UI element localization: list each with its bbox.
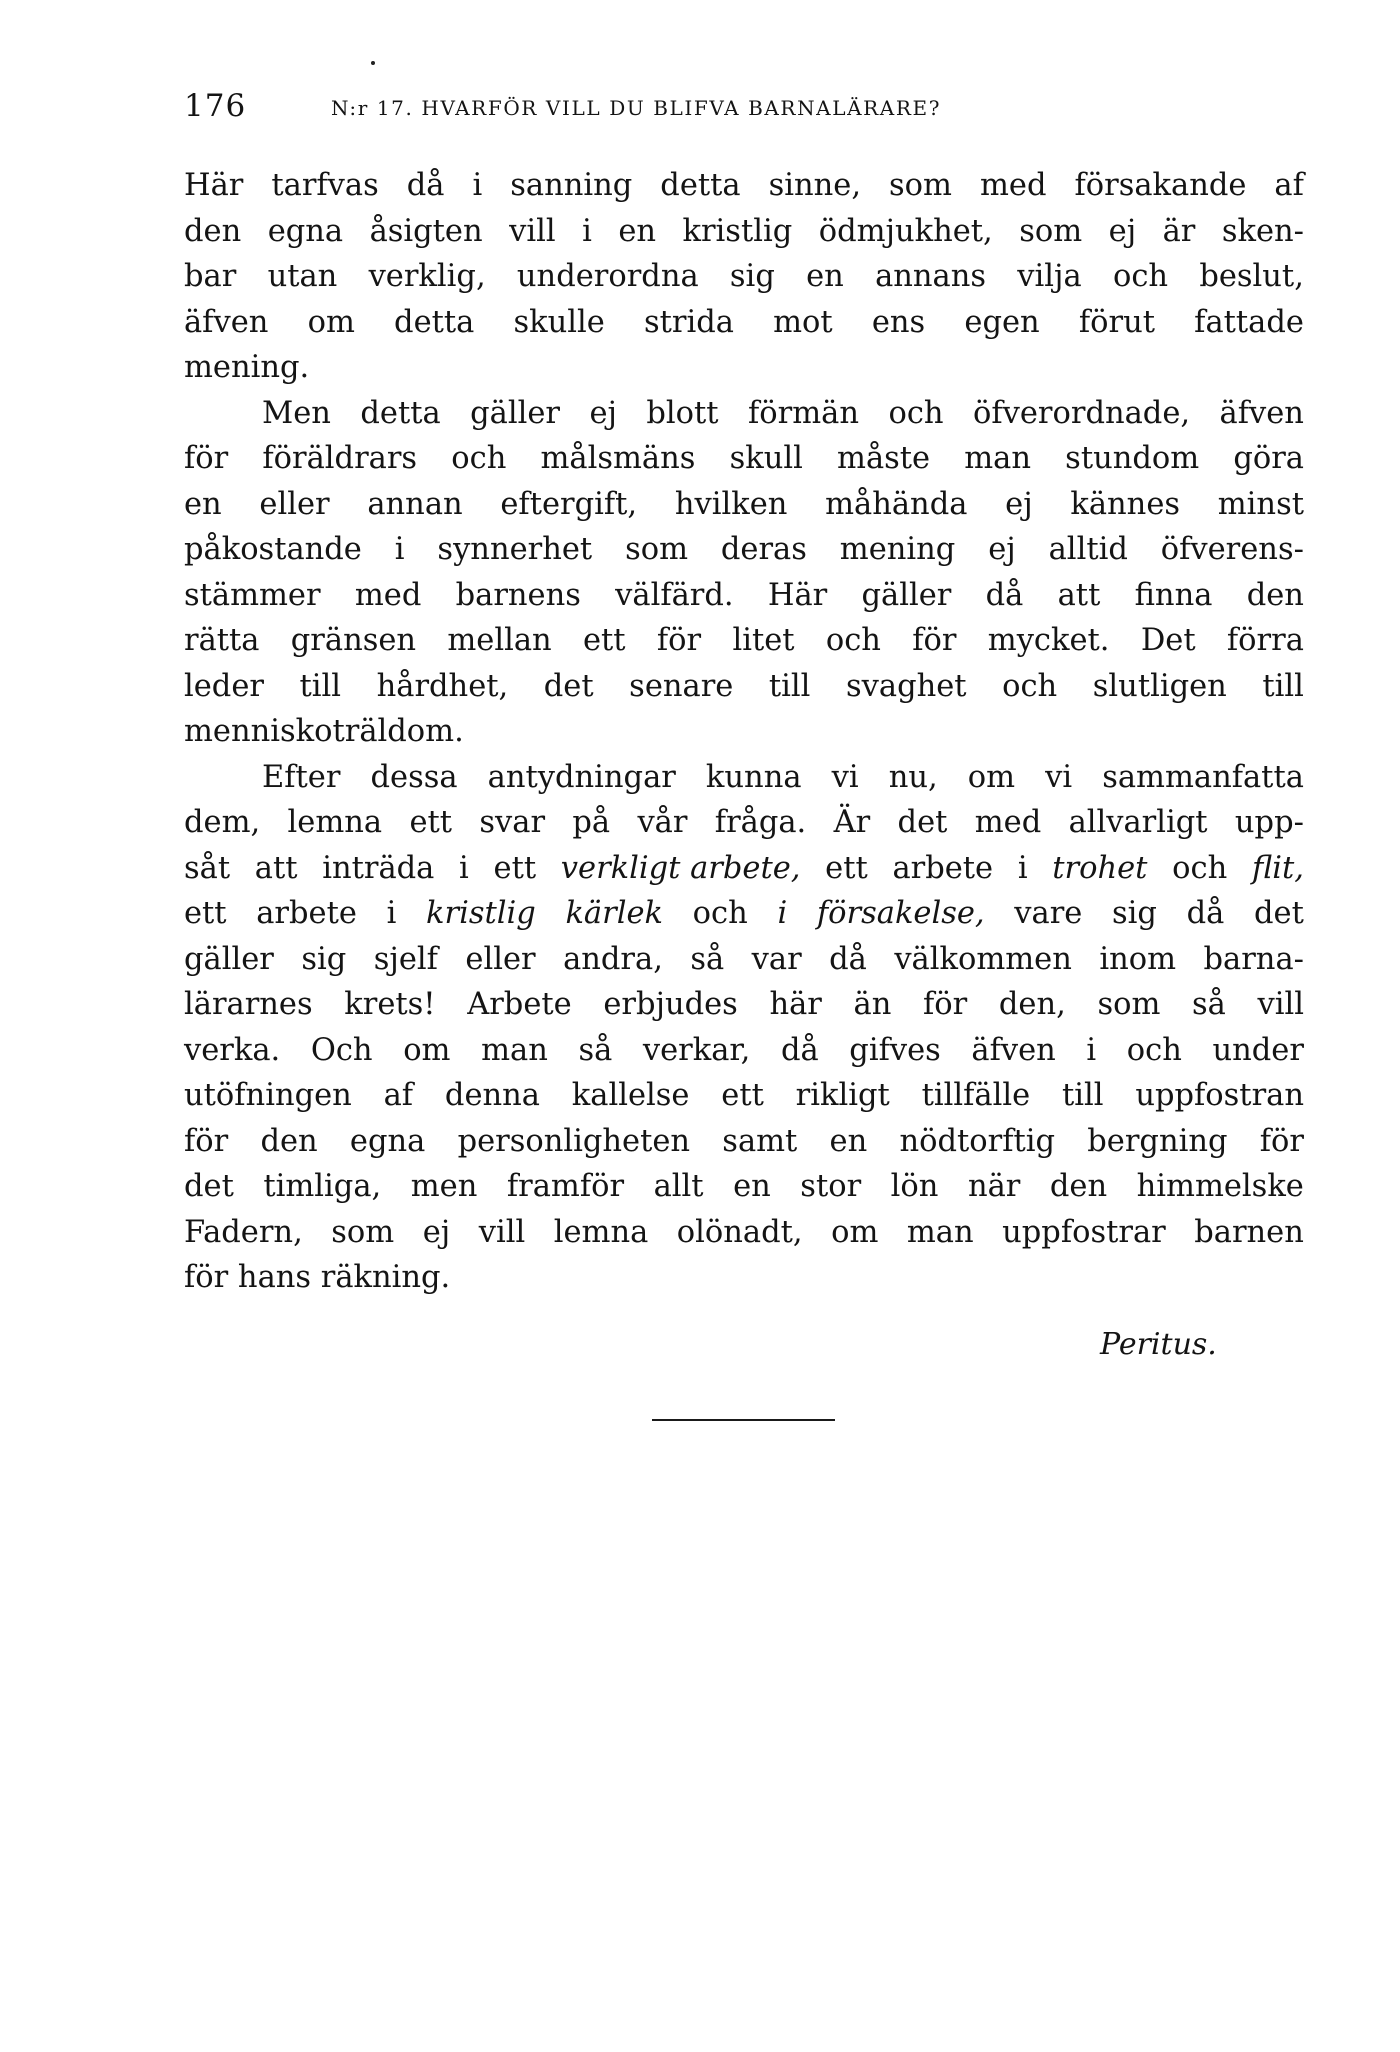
text-word: allvarligt xyxy=(1068,805,1208,840)
text-word: under xyxy=(1212,1032,1304,1068)
text-word: olönadt, xyxy=(676,1214,803,1250)
text-word: man xyxy=(481,1032,548,1068)
text-word: samt xyxy=(722,1123,798,1159)
text-word: ödmjukhet, xyxy=(818,213,993,249)
text-word: den xyxy=(1246,577,1304,613)
text-word: så xyxy=(578,1032,613,1068)
text-word: deras xyxy=(720,532,807,567)
text-word: flit, xyxy=(1251,850,1304,886)
text-word: ej xyxy=(988,532,1016,567)
text-word: i xyxy=(1086,1032,1097,1068)
text-word: måhända xyxy=(825,486,968,522)
text-word: då xyxy=(780,1032,819,1068)
text-word: ens xyxy=(871,304,926,340)
text-word: så xyxy=(690,941,725,977)
text-word: egna xyxy=(349,1123,426,1159)
text-word: skulle xyxy=(513,304,605,340)
text-word: gränsen xyxy=(290,623,417,658)
text-word: och xyxy=(1112,259,1169,294)
text-word: senare xyxy=(629,668,734,704)
text-line xyxy=(184,618,1304,664)
text-word: blott xyxy=(646,395,719,431)
text-word: åsigten xyxy=(369,213,483,249)
text-line xyxy=(184,209,1304,255)
text-word: så xyxy=(1192,987,1226,1022)
text-word: ej xyxy=(1108,213,1137,249)
text-word: lön xyxy=(890,1169,939,1204)
text-word: i xyxy=(582,213,592,249)
text-word: annans xyxy=(875,259,987,294)
text-word: synnerhet xyxy=(437,532,593,567)
text-word: i xyxy=(459,850,469,886)
text-word: för xyxy=(1259,1123,1304,1159)
text-word: utan xyxy=(267,259,338,294)
text-line xyxy=(184,573,1304,619)
running-title: N:r 17. HVARFÖR VILL DU BLIFVA BARNALÄRARE? xyxy=(331,96,942,120)
text-word: andra, xyxy=(563,941,663,977)
text-word: som xyxy=(1097,987,1161,1022)
text-word: och xyxy=(692,896,748,931)
text-word: personligheten xyxy=(457,1123,691,1159)
text-word: en xyxy=(829,1123,868,1159)
text-word: göra xyxy=(1233,441,1304,476)
text-word: här xyxy=(769,987,822,1022)
text-word: antydningar xyxy=(487,759,676,795)
text-word: Arbete xyxy=(467,987,572,1022)
text-word: stundom xyxy=(1065,441,1200,476)
text-word: ett xyxy=(825,850,868,886)
text-word: är xyxy=(1162,213,1196,249)
text-word: eller xyxy=(465,941,536,977)
text-word: i xyxy=(777,896,788,931)
text-word: mellan xyxy=(447,623,552,658)
text-line: menniskoträldom. xyxy=(184,714,464,749)
text-word: vill xyxy=(509,213,556,249)
text-word: det xyxy=(897,805,948,840)
text-word: verkligt arbete, xyxy=(560,850,801,886)
text-line: för hans räkning. xyxy=(184,1260,451,1295)
text-word: då xyxy=(406,168,445,203)
text-line xyxy=(184,527,1304,573)
text-word: slutligen xyxy=(1092,668,1227,704)
text-word: vill xyxy=(1257,987,1304,1022)
text-line xyxy=(184,800,1304,846)
text-word: Men xyxy=(262,395,331,431)
text-word: annan xyxy=(367,486,463,522)
text-word: för xyxy=(912,623,957,658)
text-word: sken- xyxy=(1221,213,1304,249)
text-word: ett xyxy=(721,1078,764,1113)
text-word: af xyxy=(1274,168,1304,203)
text-word: mot xyxy=(773,304,833,340)
closing-rule xyxy=(652,1419,835,1421)
text-line xyxy=(184,1028,1304,1074)
text-word: vår xyxy=(637,805,688,840)
text-word: sjelf xyxy=(373,941,438,977)
text-word: då xyxy=(985,577,1024,613)
text-word: detta xyxy=(360,395,441,431)
text-word: mycket. xyxy=(987,623,1110,658)
text-word: det xyxy=(184,1169,234,1204)
text-word: inom xyxy=(1099,941,1177,977)
text-word: kristlig xyxy=(426,896,536,931)
text-word: arbete xyxy=(892,850,994,886)
text-word: dem, xyxy=(184,805,261,840)
text-word: man xyxy=(906,1214,974,1250)
text-line xyxy=(184,1119,1304,1165)
text-word: Är xyxy=(833,805,871,840)
text-word: den xyxy=(260,1123,318,1159)
text-line xyxy=(184,1073,1304,1119)
text-word: påkostande xyxy=(184,532,362,567)
text-word: skull xyxy=(729,441,803,476)
text-word: i xyxy=(394,532,405,567)
text-word: förmän xyxy=(748,395,859,431)
text-word: med xyxy=(974,805,1042,840)
text-word: svar xyxy=(479,805,546,840)
text-word: då xyxy=(1186,896,1225,931)
text-line: mening. xyxy=(184,350,310,385)
text-word: Här xyxy=(184,168,244,203)
text-word: ej xyxy=(589,395,617,431)
text-word: rätta xyxy=(184,623,260,658)
text-word: med xyxy=(354,577,422,613)
text-word: sanning xyxy=(510,168,633,203)
text-word: hvilken xyxy=(674,486,788,522)
text-word: strida xyxy=(644,304,734,340)
text-word: ett xyxy=(493,850,537,886)
text-word: sinne, xyxy=(768,168,862,203)
text-word: eller xyxy=(259,486,330,522)
text-word: sammanfatta xyxy=(1102,759,1304,795)
text-word: Det xyxy=(1140,623,1196,658)
page-header xyxy=(184,88,1304,138)
text-word: kännes xyxy=(1070,486,1181,522)
text-word: svaghet xyxy=(846,668,967,704)
text-word: kristlig xyxy=(682,213,793,249)
text-word: Efter xyxy=(262,759,341,795)
text-word: dessa xyxy=(370,759,458,795)
text-word: litet xyxy=(732,623,795,658)
text-word: för xyxy=(184,1123,229,1159)
text-line xyxy=(184,254,1304,300)
page-number: 176 xyxy=(184,88,247,124)
text-word: föräldrars xyxy=(262,441,418,476)
text-word: att xyxy=(254,850,298,886)
text-line xyxy=(184,391,1304,437)
text-word: tarfvas xyxy=(271,168,379,203)
text-line xyxy=(184,891,1304,937)
text-word: till xyxy=(299,668,342,704)
text-word: och xyxy=(825,623,881,658)
text-word: allt xyxy=(653,1169,704,1204)
text-word: på xyxy=(572,805,611,840)
text-word: var xyxy=(751,941,802,977)
text-word: upp- xyxy=(1234,805,1304,840)
text-word: Och xyxy=(310,1032,373,1068)
text-word: i xyxy=(472,168,483,203)
text-word: att xyxy=(1057,577,1101,613)
text-line xyxy=(184,1164,1304,1210)
text-word: om xyxy=(967,759,1016,795)
text-word: som xyxy=(625,532,688,567)
text-word: beslut, xyxy=(1199,259,1304,294)
text-word: välkommen xyxy=(894,941,1072,977)
text-word: detta xyxy=(394,304,475,340)
text-word: man xyxy=(964,441,1032,476)
text-word: hårdhet, xyxy=(376,668,509,704)
text-word: barnen xyxy=(1194,1214,1304,1250)
text-word: men xyxy=(410,1169,478,1204)
text-word: alltid xyxy=(1048,532,1128,567)
text-word: för xyxy=(656,623,702,658)
text-word: en xyxy=(806,259,844,294)
text-word: lärarnes xyxy=(184,987,313,1022)
text-word: framför xyxy=(506,1169,625,1204)
text-word: ett xyxy=(583,623,626,658)
text-word: rikligt xyxy=(795,1078,890,1113)
text-word: himmelske xyxy=(1136,1169,1304,1204)
text-word: och xyxy=(1172,850,1228,886)
text-word: om xyxy=(307,304,355,340)
text-word: lemna xyxy=(553,1214,649,1250)
author-signature: Peritus. xyxy=(1100,1327,1217,1362)
text-word: verklig, xyxy=(368,259,486,294)
text-word: för xyxy=(184,441,229,476)
text-word: den xyxy=(1049,1169,1108,1204)
text-word: barna- xyxy=(1203,941,1304,977)
text-word: och xyxy=(888,395,944,431)
text-line xyxy=(184,482,1304,528)
text-word: i xyxy=(1017,850,1028,886)
text-word: sig xyxy=(1112,896,1157,931)
text-word: gäller xyxy=(861,577,952,613)
text-word: till xyxy=(1262,668,1304,704)
text-word: Fadern, xyxy=(184,1214,303,1250)
text-word: öfverordnade, xyxy=(973,395,1191,431)
text-word: arbete xyxy=(256,896,357,931)
text-word: eftergift, xyxy=(500,486,638,522)
text-word: denna xyxy=(444,1078,540,1113)
text-word: vill xyxy=(478,1214,526,1250)
text-word: lemna xyxy=(287,805,383,840)
text-word: bar xyxy=(184,259,237,294)
text-word: detta xyxy=(660,168,741,203)
text-word: af xyxy=(383,1078,414,1113)
text-word: än xyxy=(853,987,892,1022)
text-word: underordna xyxy=(516,259,699,294)
text-word: måste xyxy=(837,441,931,476)
text-word: leder xyxy=(184,668,264,704)
text-word: som xyxy=(889,168,952,203)
text-word: en xyxy=(733,1169,771,1204)
text-word: då xyxy=(829,941,867,977)
text-word: äfven xyxy=(1219,395,1304,431)
text-word: gifves xyxy=(849,1032,941,1068)
text-word: ej xyxy=(422,1214,451,1250)
text-word: bergning xyxy=(1087,1123,1228,1159)
text-word: ett xyxy=(409,805,453,840)
text-word: tillfälle xyxy=(921,1078,1031,1113)
text-word: som xyxy=(331,1214,395,1250)
page-speck xyxy=(371,61,375,65)
text-word: den, xyxy=(998,987,1066,1022)
text-word: kärlek xyxy=(565,896,663,931)
text-word: erbjudes xyxy=(603,987,738,1022)
text-word: inträda xyxy=(322,850,435,886)
text-word: en xyxy=(618,213,657,249)
text-word: med xyxy=(979,168,1047,203)
text-word: ej xyxy=(1005,486,1033,522)
text-word: stor xyxy=(800,1169,862,1204)
text-word: verka. xyxy=(184,1032,281,1068)
text-word: och xyxy=(1126,1032,1182,1068)
text-word: och xyxy=(451,441,507,476)
text-word: trohet xyxy=(1052,850,1148,886)
text-word: en xyxy=(184,486,222,522)
text-word: vilja xyxy=(1017,259,1082,294)
body-text xyxy=(184,163,1304,1301)
text-word: gäller xyxy=(470,395,560,431)
text-word: när xyxy=(967,1169,1021,1204)
text-word: det xyxy=(1254,896,1304,931)
text-word: gäller xyxy=(184,941,274,977)
text-line xyxy=(184,755,1304,801)
text-line xyxy=(184,846,1304,892)
text-word: och xyxy=(1002,668,1058,704)
text-word: mening xyxy=(839,532,956,567)
text-word: barnens xyxy=(455,577,581,613)
text-word: målsmäns xyxy=(540,441,696,476)
text-word: till xyxy=(768,668,811,704)
text-word: såt xyxy=(184,850,231,886)
text-word: Här xyxy=(767,577,828,613)
text-word: fattade xyxy=(1194,304,1304,340)
text-word: egen xyxy=(964,304,1040,340)
text-word: egna xyxy=(267,213,344,249)
text-word: förut xyxy=(1078,304,1155,340)
text-word: till xyxy=(1061,1078,1104,1113)
text-word: uppfostran xyxy=(1135,1078,1304,1113)
text-word: sig xyxy=(301,941,347,977)
text-word: som xyxy=(1019,213,1083,249)
text-word: vare xyxy=(1014,896,1083,931)
text-word: för xyxy=(923,987,968,1022)
text-line xyxy=(184,163,1304,209)
text-word: förra xyxy=(1226,623,1304,658)
text-line xyxy=(184,1210,1304,1256)
text-word: äfven xyxy=(184,304,269,340)
text-line xyxy=(184,937,1304,983)
text-word: kallelse xyxy=(571,1078,690,1113)
text-word: den xyxy=(184,213,242,249)
text-word: finna xyxy=(1134,577,1213,613)
text-word: uppfostrar xyxy=(1002,1214,1166,1250)
text-word: i xyxy=(386,896,397,931)
text-word: vi xyxy=(831,759,859,795)
text-word: stämmer xyxy=(184,577,321,613)
text-word: öfverens- xyxy=(1160,532,1304,567)
text-word: minst xyxy=(1217,486,1304,522)
text-word: timliga, xyxy=(263,1169,382,1204)
text-line xyxy=(184,300,1304,346)
text-word: krets! xyxy=(344,987,436,1022)
text-word: vi xyxy=(1045,759,1073,795)
text-word: försakelse, xyxy=(816,896,985,931)
text-word: försakande xyxy=(1074,168,1247,203)
text-word: kunna xyxy=(705,759,802,795)
text-line xyxy=(184,982,1304,1028)
text-word: det xyxy=(543,668,594,704)
text-word: nu, xyxy=(888,759,938,795)
text-word: sig xyxy=(729,259,775,294)
text-word: nödtorftig xyxy=(899,1123,1056,1159)
text-word: äfven xyxy=(971,1032,1056,1068)
text-word: om xyxy=(831,1214,879,1250)
text-word: fråga. xyxy=(714,805,807,840)
text-line xyxy=(184,664,1304,710)
text-word: verkar, xyxy=(642,1032,751,1068)
text-line xyxy=(184,436,1304,482)
text-word: om xyxy=(403,1032,451,1068)
text-word: ett xyxy=(184,896,227,931)
text-word: utöfningen xyxy=(184,1078,352,1113)
text-word: välfärd. xyxy=(615,577,734,613)
